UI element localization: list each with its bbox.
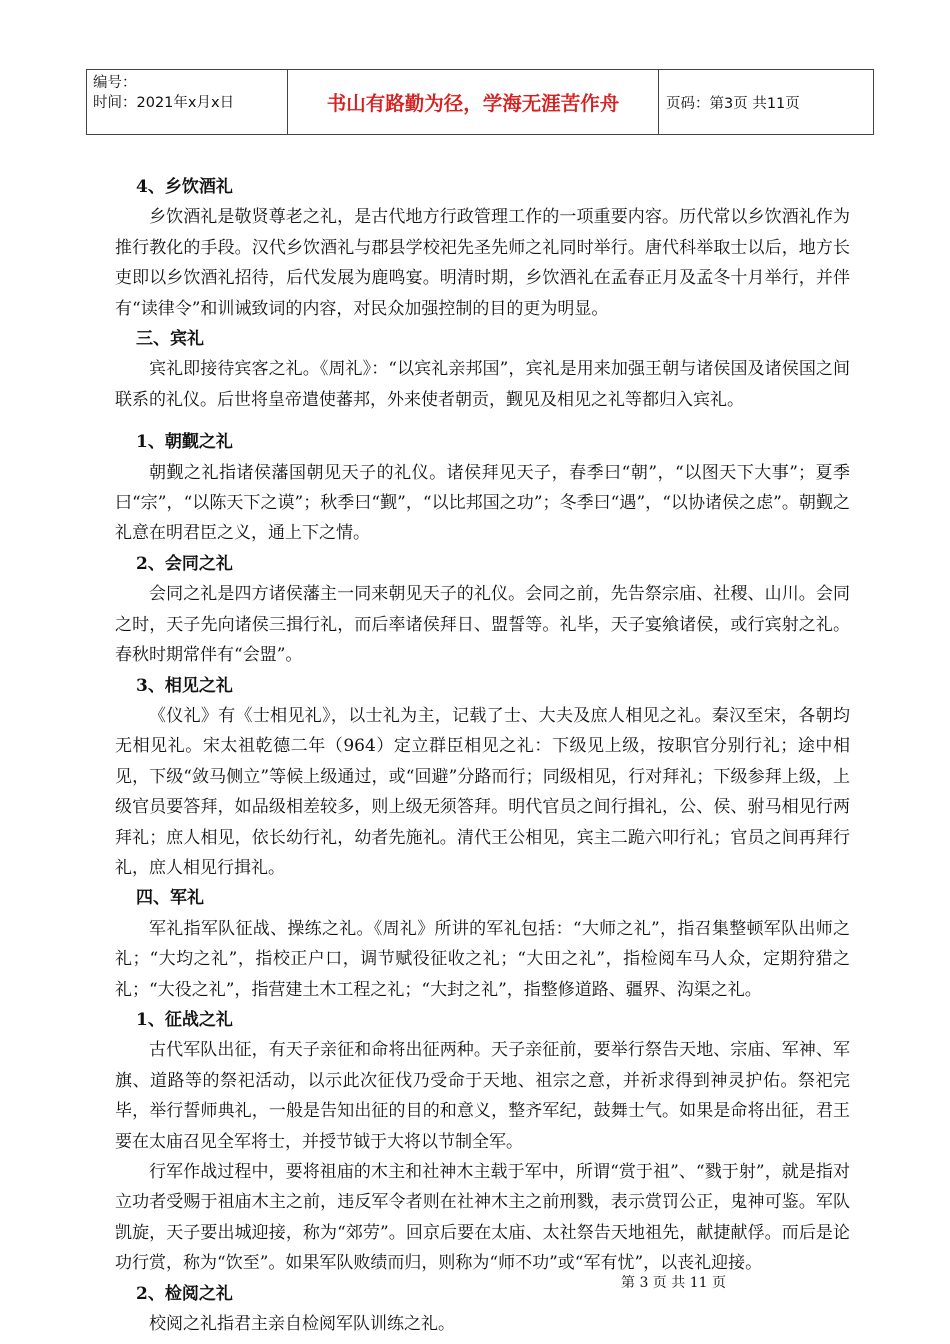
page-footer: 第 3 页 共 11 页 [621,1275,726,1291]
paragraph: 校阅之礼指君主亲自检阅军队训练之礼。 [149,1314,455,1335]
section-heading: 1、朝觐之礼 [136,432,233,453]
section-heading: 1、征战之礼 [136,1009,233,1030]
paragraph: 古代军队出征，有天子亲征和命将出征两种。天子亲征前，要举行祭告天地、宗庙、军神、军旗、道路等的祭祀活动，以示此次征伐乃受命于天地、祖宗之意，并祈求得到神灵护佑。祭祀完毕，举行誓师典礼，一般是告知出征的目的和意义，整齐军纪，鼓舞士气。如果是命将出征，君王要在太庙召见全军将士，并授节钺于大将以节制全军。 [115,1040,850,1152]
paragraph: 宾礼即接待宾客之礼。《周礼》：“以宾礼亲邦国”，宾礼是用来加强王朝与诸侯国及诸侯国之间联系的礼仪。后世将皇帝遣使蕃邦，外来使者朝贡，觐见及相见之礼等都归入宾礼。 [115,359,850,410]
paragraph: 乡饮酒礼是敬贤尊老之礼，是古代地方行政管理工作的一项重要内容。历代常以乡饮酒礼作为推行教化的手段。汉代乡饮酒礼与郡县学校祀先圣先师之礼同时举行。唐代科举取士以后，地方长吏即以乡饮酒礼招待，后代发展为鹿鸣宴。明清时期，乡饮酒礼在孟春正月及孟冬十月举行，并伴有“读律令”和训诫致词的内容，对民众加强控制的目的更为明显。 [115,207,850,319]
section-heading: 4、乡饮酒礼 [136,177,233,197]
section-gap [115,415,850,427]
paragraph: 《仪礼》有《士相见礼》，以士礼为主，记载了士、大夫及庶人相见之礼。秦汉至宋，各朝均无相见礼。宋太祖乾德二年（964）定立群臣相见之礼：下级见上级，按职官分别行礼；途中相见，下级“敛马侧立”等候上级通过，或“回避”分路而行；同级相见，行对拜礼；下级参拜上级，上级官员要答拜，如品级相差较多，则上级无须答拜。明代官员之间行揖礼，公、侯、驸马相见行两拜礼；庶人相见，依长幼行礼，幼者先施礼。清代王公相见，宾主二跪六叩行礼；官员之间再拜行礼，庶人相见行揖礼。 [115,705,850,878]
paragraph: 行军作战过程中，要将祖庙的木主和社神木主载于军中，所谓“赏于祖”、“戮于射”，就是指对立功者受赐于祖庙木主之前，违反军令者则在社神木主之前刑戮，表示赏罚公正，鬼神可鉴。军队凯旋，天子要出城迎接，称为“郊劳”。回京后要在太庙、太社祭告天地祖先，献捷献俘。而后是论功行赏，称为“饮至”。如果军队败绩而归，则称为“师不功”或“军有忧”，以丧礼迎接。 [115,1162,850,1274]
header-page-label: 页码：第3页 共11页 [666,95,800,112]
section-heading: 2、检阅之礼 [136,1283,233,1304]
header-motto: 书山有路勤为径，学海无涯苦作舟 [288,70,659,134]
section-heading: 四、军礼 [136,888,204,909]
header-table [86,69,874,135]
document-time-label: 时间：2021年x月x日 [93,95,235,111]
document-number-label: 编号： [93,75,137,91]
header-meta-cell [87,70,288,134]
section-heading: 3、相见之礼 [136,675,233,696]
section-heading: 2、会同之礼 [136,553,233,574]
section-heading: 三、宾礼 [136,329,204,350]
paragraph: 朝觐之礼指诸侯藩国朝见天子的礼仪。诸侯拜见天子，春季曰“朝”，“以图天下大事”；夏季曰“宗”，“以陈天下之谟”；秋季曰“觐”，“以比邦国之功”；冬季曰“遇”，“以协诸侯之虑”。朝觐之礼意在明君臣之义，通上下之情。 [115,462,850,544]
paragraph: 军礼指军队征战、操练之礼。《周礼》所讲的军礼包括：“大师之礼”，指召集整顿军队出师之礼；“大均之礼”，指校正户口，调节赋役征收之礼；“大田之礼”，指检阅车马人众，定期狩猎之礼；“大役之礼”，指营建土木工程之礼；“大封之礼”，指整修道路、疆界、沟渠之礼。 [115,918,850,1000]
paragraph: 会同之礼是四方诸侯藩主一同来朝见天子的礼仪。会同之前，先告祭宗庙、社稷、山川。会同之时，天子先向诸侯三揖行礼，而后率诸侯拜日、盟誓等。礼毕，天子宴飨诸侯，或行宾射之礼。春秋时期常伴有“会盟”。 [115,584,850,666]
document-body [115,172,850,1339]
